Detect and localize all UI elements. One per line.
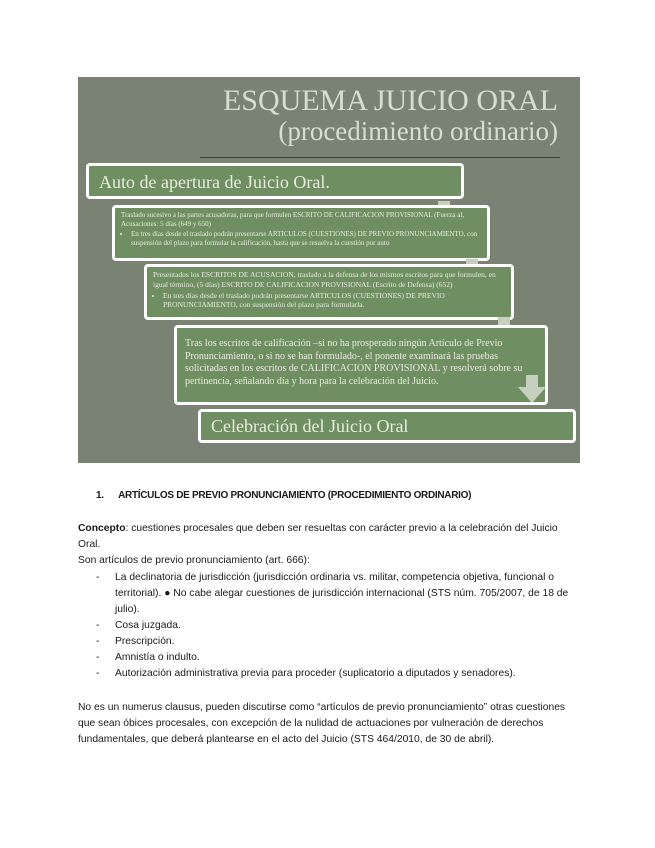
articulos-list (96, 570, 576, 682)
step-auto-apertura: Auto de apertura de Juicio Oral. (86, 163, 464, 199)
concepto-paragraph (78, 521, 578, 553)
step-escrito-defensa (144, 264, 514, 320)
list-marker: - (96, 652, 100, 663)
step-calificacion-acusacion-bullet: • En tres días desde el traslado podrán presentarse ARTICULOS (CUESTIONES) DE PREVIO PRONUNCIAMIENTO, con suspensión del plazo para formular la calificación, hasta que se resuelva la cuestión por auto (131, 230, 481, 248)
section-heading-text: ARTÍCULOS DE PREVIO PRONUNCIAMIENTO (PROCEDIMIENTO ORDINARIO) (118, 490, 472, 501)
title-divider (200, 157, 560, 158)
step-escrito-defensa-bullet: • En tres días desde el traslado podrán presentarse ARTICULOS (CUESTIONES) DE PREVIO PRONUNCIAMIENTO, con suspensión del plazo para formularla. (163, 291, 505, 311)
list-item-text: Prescripción. (115, 636, 175, 647)
list-item-text: Cosa juzgada. (115, 620, 181, 631)
list-item (96, 666, 576, 682)
list-item (96, 634, 576, 650)
list-marker: - (96, 668, 100, 679)
intro-paragraph: Son artículos de previo pronunciamiento (art. 666): (78, 555, 310, 566)
list-item-text: La declinatoria de jurisdicción (jurisdicción ordinaria vs. militar, competencia objetiva, funcional o territorial). ● No cabe alegar cuestiones de jurisdicción internacional (STS núm. 705/2007, de 18 de julio). (115, 572, 569, 615)
list-item (96, 650, 576, 666)
slide-title-line2: (procedimiento ordinario) (278, 115, 558, 146)
juicio-oral-diagram (78, 77, 580, 463)
list-marker: - (96, 636, 100, 647)
list-marker: - (96, 620, 100, 631)
section-number: 1. (96, 490, 104, 501)
section-heading (96, 490, 471, 501)
down-arrow-icon (518, 375, 546, 403)
list-item (96, 618, 576, 634)
closing-paragraph: No es un numerus clausus, pueden discutirse como “artículos de previo pronunciamiento” otras cuestiones que sean óbices procesales, con excepción de la nulidad de actuaciones por vulneración de derechos fundamentales, que deberá plantearse en el acto del Juicio (STS 464/2010, de 30 de abril). (78, 702, 566, 745)
step-calificacion-acusacion (112, 205, 490, 261)
slide-title-line1: ESQUEMA JUICIO ORAL (222, 84, 558, 117)
slide-title (223, 85, 558, 145)
step-examen-pruebas: Tras los escritos de calificación –si no ha prosperado ningún Artículo de Previo Pronunciamiento, o si no se han formulado-, el ponente examinará las pruebas solicitadas en los escritos de CALIFICACION PROVISIONAL y resolverá sobre su pertinencia, señalando día y hora para la celebración del Juicio. (174, 325, 548, 405)
list-item (96, 570, 576, 618)
list-marker: - (96, 572, 100, 583)
concepto-label: Concepto (78, 523, 126, 534)
list-item-text: Autorización administrativa previa para proceder (suplicatorio a diputados y senadores). (115, 668, 516, 679)
step-calificacion-acusacion-text: Traslado sucesivo a las partes acusadoras, para que formulen ESCRITO DE CALIFICACION PROVISIONAL (Fuerza al, Acusaciones: 5 días (649 y 650) (121, 211, 465, 229)
step-celebracion-juicio: Celebración del Juicio Oral (198, 409, 576, 443)
concepto-text: : cuestiones procesales que deben ser resueltas con carácter previo a la celebración del Juicio Oral. (78, 523, 558, 550)
step-escrito-defensa-text: Presentados los ESCRITOS DE ACUSACION, traslado a la defensa de los mismos escritos para que formulen, en igual término, (5 días) ESCRITO DE CALIFICACION PROVISIONAL (Escrito de Defensa) (652) (153, 270, 496, 289)
list-item-text: Amnistía o indulto. (115, 652, 200, 663)
